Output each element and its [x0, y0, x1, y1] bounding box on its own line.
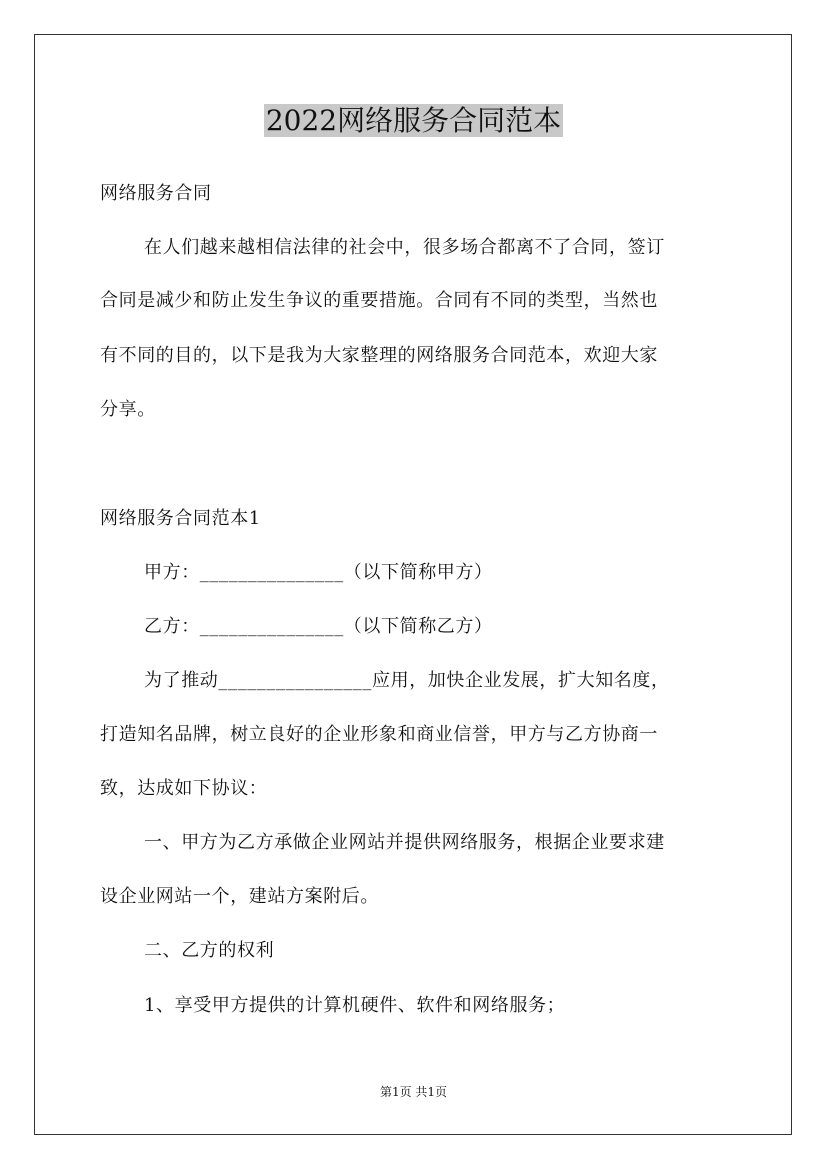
clause-two-item-1: 1、享受甲方提供的计算机硬件、软件和网络服务； [144, 995, 566, 1016]
section-heading: 网络服务合同 [100, 183, 212, 204]
party-b-line: 乙方：_______________（以下简称乙方） [144, 616, 493, 637]
sample-heading: 网络服务合同范本1 [100, 508, 261, 529]
purpose-line-3: 致，达成如下协议： [100, 778, 268, 799]
purpose-line-1: 为了推动________________应用，加快企业发展，扩大知名度， [144, 670, 670, 691]
document-title-text: 2022网络服务合同范本 [265, 104, 562, 137]
page-footer: 第1页 共1页 [379, 1085, 448, 1099]
clause-one-line-2: 设企业网站一个，建站方案附后。 [100, 886, 379, 907]
clause-two-heading: 二、乙方的权利 [144, 940, 275, 961]
document-title [0, 100, 827, 142]
intro-line-4: 分享。 [100, 399, 156, 420]
party-a-line: 甲方：_______________（以下简称甲方） [144, 562, 493, 583]
intro-line-1: 在人们越来越相信法律的社会中，很多场合都离不了合同，签订 [144, 237, 665, 258]
intro-line-3: 有不同的目的，以下是我为大家整理的网络服务合同范本，欢迎大家 [100, 345, 658, 366]
purpose-line-2: 打造知名品牌，树立良好的企业形象和商业信誉，甲方与乙方协商一 [100, 724, 658, 745]
clause-one-line-1: 一、甲方为乙方承做企业网站并提供网络服务，根据企业要求建 [144, 832, 665, 853]
intro-line-2: 合同是减少和防止发生争议的重要措施。合同有不同的类型，当然也 [100, 290, 658, 311]
